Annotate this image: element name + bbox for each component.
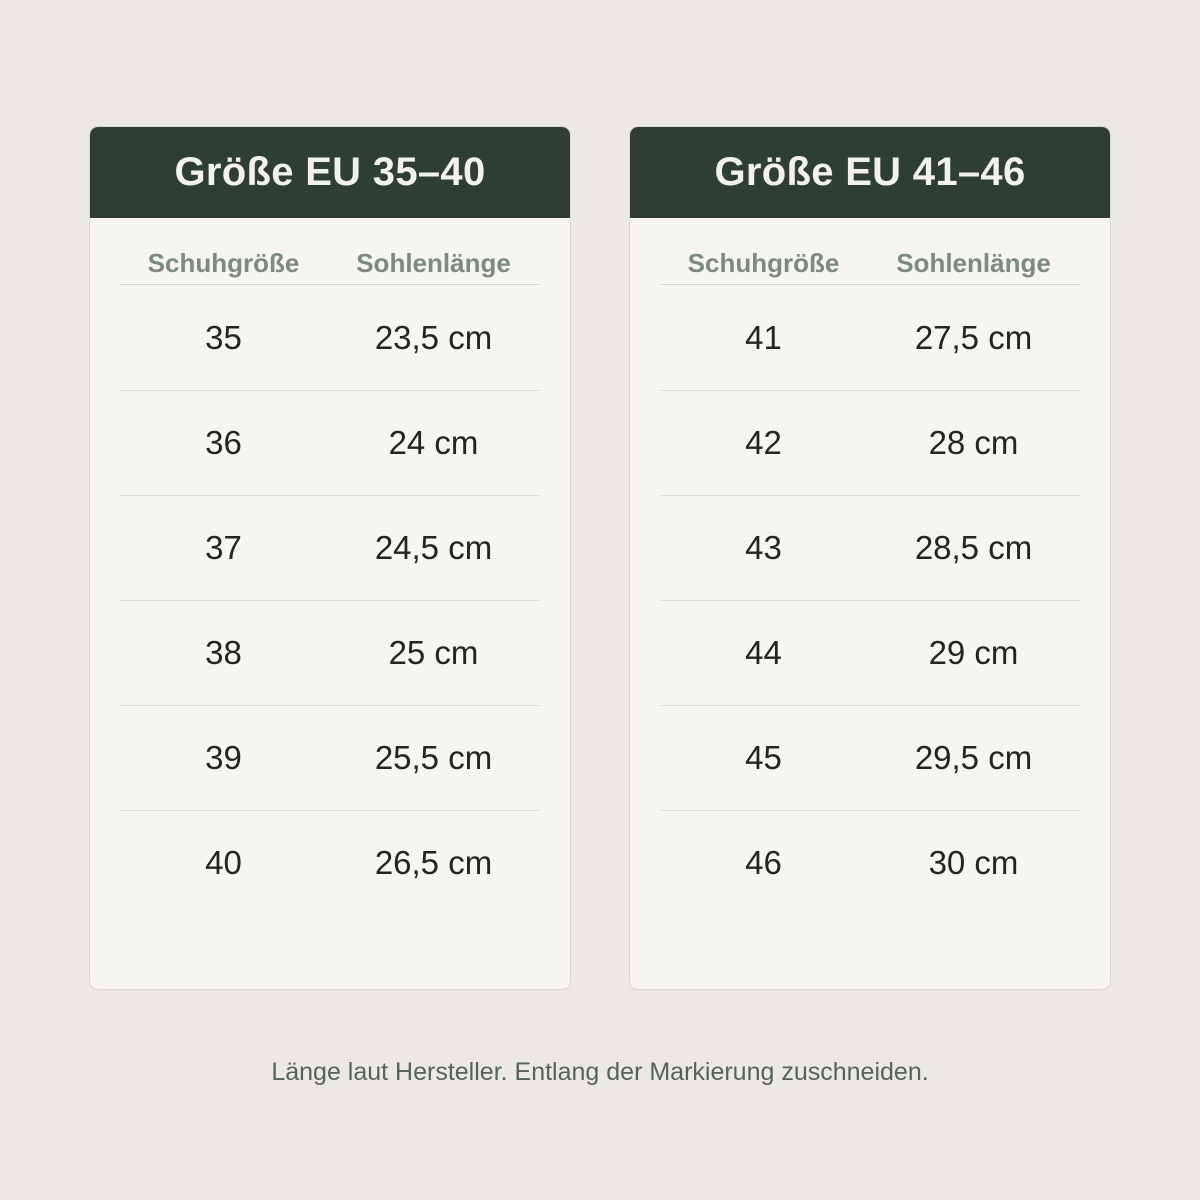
shoe-size-cell: 39 <box>205 739 242 776</box>
size-table <box>660 218 1080 915</box>
sole-length-cell: 27,5 cm <box>914 318 1033 356</box>
shoe-size-cell: 41 <box>745 318 782 356</box>
table-row <box>120 390 540 495</box>
sole-length-cell: 30 cm <box>928 844 1019 881</box>
table-header-row <box>660 218 1080 285</box>
size-table-card-right <box>630 127 1110 989</box>
footnote: Länge laut Hersteller. Entlang der Markierung zuschneiden. <box>271 1058 929 1086</box>
table-row <box>660 495 1080 600</box>
table-header-row <box>120 218 540 285</box>
sole-length-cell: 28 cm <box>928 424 1019 461</box>
shoe-size-cell: 37 <box>205 529 242 566</box>
shoe-size-cell: 43 <box>745 529 782 566</box>
table-row <box>660 705 1080 810</box>
sole-length-cell: 23,5 cm <box>374 318 493 356</box>
sole-length-cell: 25 cm <box>388 634 479 671</box>
table-row <box>120 285 540 390</box>
shoe-size-cell: 45 <box>745 739 782 776</box>
shoe-size-cell: 40 <box>205 844 242 881</box>
shoe-size-cell: 36 <box>205 424 242 461</box>
column-header-sole-length: Sohlenlänge <box>896 248 1051 278</box>
table-row <box>660 810 1080 915</box>
size-table-title: Größe EU 35–40 <box>90 127 570 218</box>
sole-length-cell: 24 cm <box>388 424 479 461</box>
sole-length-cell: 29,5 cm <box>914 739 1033 776</box>
sole-length-cell: 28,5 cm <box>914 529 1033 566</box>
shoe-size-cell: 42 <box>745 424 782 461</box>
size-table <box>120 218 540 915</box>
table-row <box>660 600 1080 705</box>
shoe-size-cell: 46 <box>745 844 782 881</box>
table-row <box>120 600 540 705</box>
column-header-sole-length: Sohlenlänge <box>356 248 511 278</box>
size-table-card-left <box>90 127 570 989</box>
shoe-size-cell: 44 <box>745 634 782 671</box>
table-row <box>660 390 1080 495</box>
column-header-shoe-size: Schuhgröße <box>147 248 300 278</box>
size-table-title: Größe EU 41–46 <box>630 127 1110 218</box>
table-row <box>120 705 540 810</box>
table-row <box>120 810 540 915</box>
sole-length-cell: 25,5 cm <box>374 739 493 776</box>
table-row <box>660 285 1080 390</box>
table-row <box>120 495 540 600</box>
sole-length-cell: 26,5 cm <box>374 844 493 881</box>
shoe-size-cell: 38 <box>205 634 242 671</box>
column-header-shoe-size: Schuhgröße <box>687 248 840 278</box>
shoe-size-cell: 35 <box>205 318 242 356</box>
sole-length-cell: 24,5 cm <box>374 529 493 566</box>
sole-length-cell: 29 cm <box>928 634 1019 671</box>
